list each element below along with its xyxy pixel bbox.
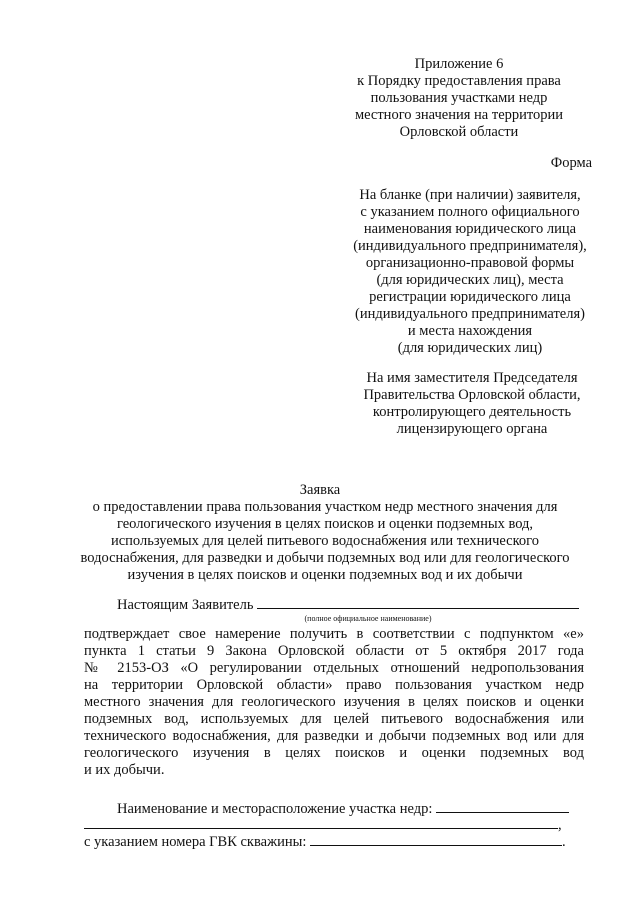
site-name-field[interactable] [436, 800, 569, 813]
body-line: подземных вод, используемых для целей питьевого водоснабжения или [84, 711, 584, 727]
body-paragraph [84, 626, 584, 779]
blank-note-line: и места нахождения [407, 323, 533, 339]
site-comma: , [558, 817, 562, 833]
site-continuation-row [84, 816, 562, 834]
gvk-number-field[interactable] [310, 833, 562, 846]
document-title: Заявка [299, 482, 341, 498]
blank-note-line: (индивидуального предпринимателя), [353, 238, 587, 254]
body-line: № 2153-ОЗ «О регулировании отдельных отношений недропользования [84, 660, 584, 676]
body-line: подтверждает свое намерение получить в соответствии с подпунктом «е» [84, 626, 584, 642]
appendix-header [345, 56, 573, 141]
title-line: изучения в целях поисков и оценки подземных вод и их добычи [127, 567, 523, 583]
title-line: геологического изучения в целях поисков и оценки подземных вод, [116, 516, 534, 532]
appendix-line: пользования участками недр [370, 90, 548, 106]
title-line: водоснабжения, для разведки и добычи подземных вод или для геологического [80, 550, 570, 566]
body-line: на территории Орловской области» право пользования участком недр [84, 677, 584, 693]
gvk-period: . [562, 834, 566, 850]
applicant-row [117, 596, 579, 614]
site-location-field[interactable] [84, 816, 558, 829]
blank-note-line: (для юридических лиц), места [376, 272, 564, 288]
appendix-line: Приложение 6 [414, 56, 504, 72]
blank-note-line: с указанием полного официального [360, 204, 580, 220]
appendix-line: к Порядку предоставления права [357, 73, 561, 89]
body-line: пункта 1 статьи 9 Закона Орловской области от 5 октября 2017 года [84, 643, 584, 659]
blank-note [340, 187, 600, 357]
applicant-caption: (полное официальное наименование) [304, 614, 432, 623]
blank-note-line: (для юридических лиц) [397, 340, 543, 356]
gvk-row [84, 833, 566, 851]
blank-note-line: организационно-правовой формы [365, 255, 575, 271]
title-line: о предоставлении права пользования участком недр местного значения для [92, 499, 558, 515]
addressee [352, 370, 592, 438]
body-line: местного значения для геологического изучения в целях поисков и оценки [84, 694, 584, 710]
appendix-line: местного значения на территории [354, 107, 564, 123]
blank-note-line: (индивидуального предпринимателя) [355, 306, 585, 322]
blank-note-line: наименования юридического лица [363, 221, 577, 237]
addressee-line: лицензирующего органа [396, 421, 548, 437]
blank-note-line: регистрации юридического лица [369, 289, 571, 305]
addressee-line: контролирующего деятельность [372, 404, 572, 420]
appendix-line: Орловской области [399, 124, 519, 140]
form-label: Форма [550, 155, 592, 171]
addressee-line: Правительства Орловской области, [363, 387, 581, 403]
body-line: технического водоснабжения, для разведки и добычи подземных вод или для [84, 728, 584, 744]
body-line: геологического изучения в целях поисков и оценки подземных вод [84, 745, 584, 761]
site-label: Наименование и месторасположение участка недр: [117, 801, 433, 817]
addressee-line: На имя заместителя Председателя [366, 370, 578, 386]
applicant-prefix: Настоящим Заявитель [117, 597, 254, 613]
applicant-name-field[interactable] [257, 596, 579, 609]
body-last-line: и их добычи. [84, 762, 165, 778]
title-line: используемых для целей питьевого водоснабжения или технического [110, 533, 540, 549]
gvk-label: с указанием номера ГВК скважины: [84, 834, 307, 850]
blank-note-line: На бланке (при наличии) заявителя, [359, 187, 581, 203]
title-body [70, 499, 580, 584]
